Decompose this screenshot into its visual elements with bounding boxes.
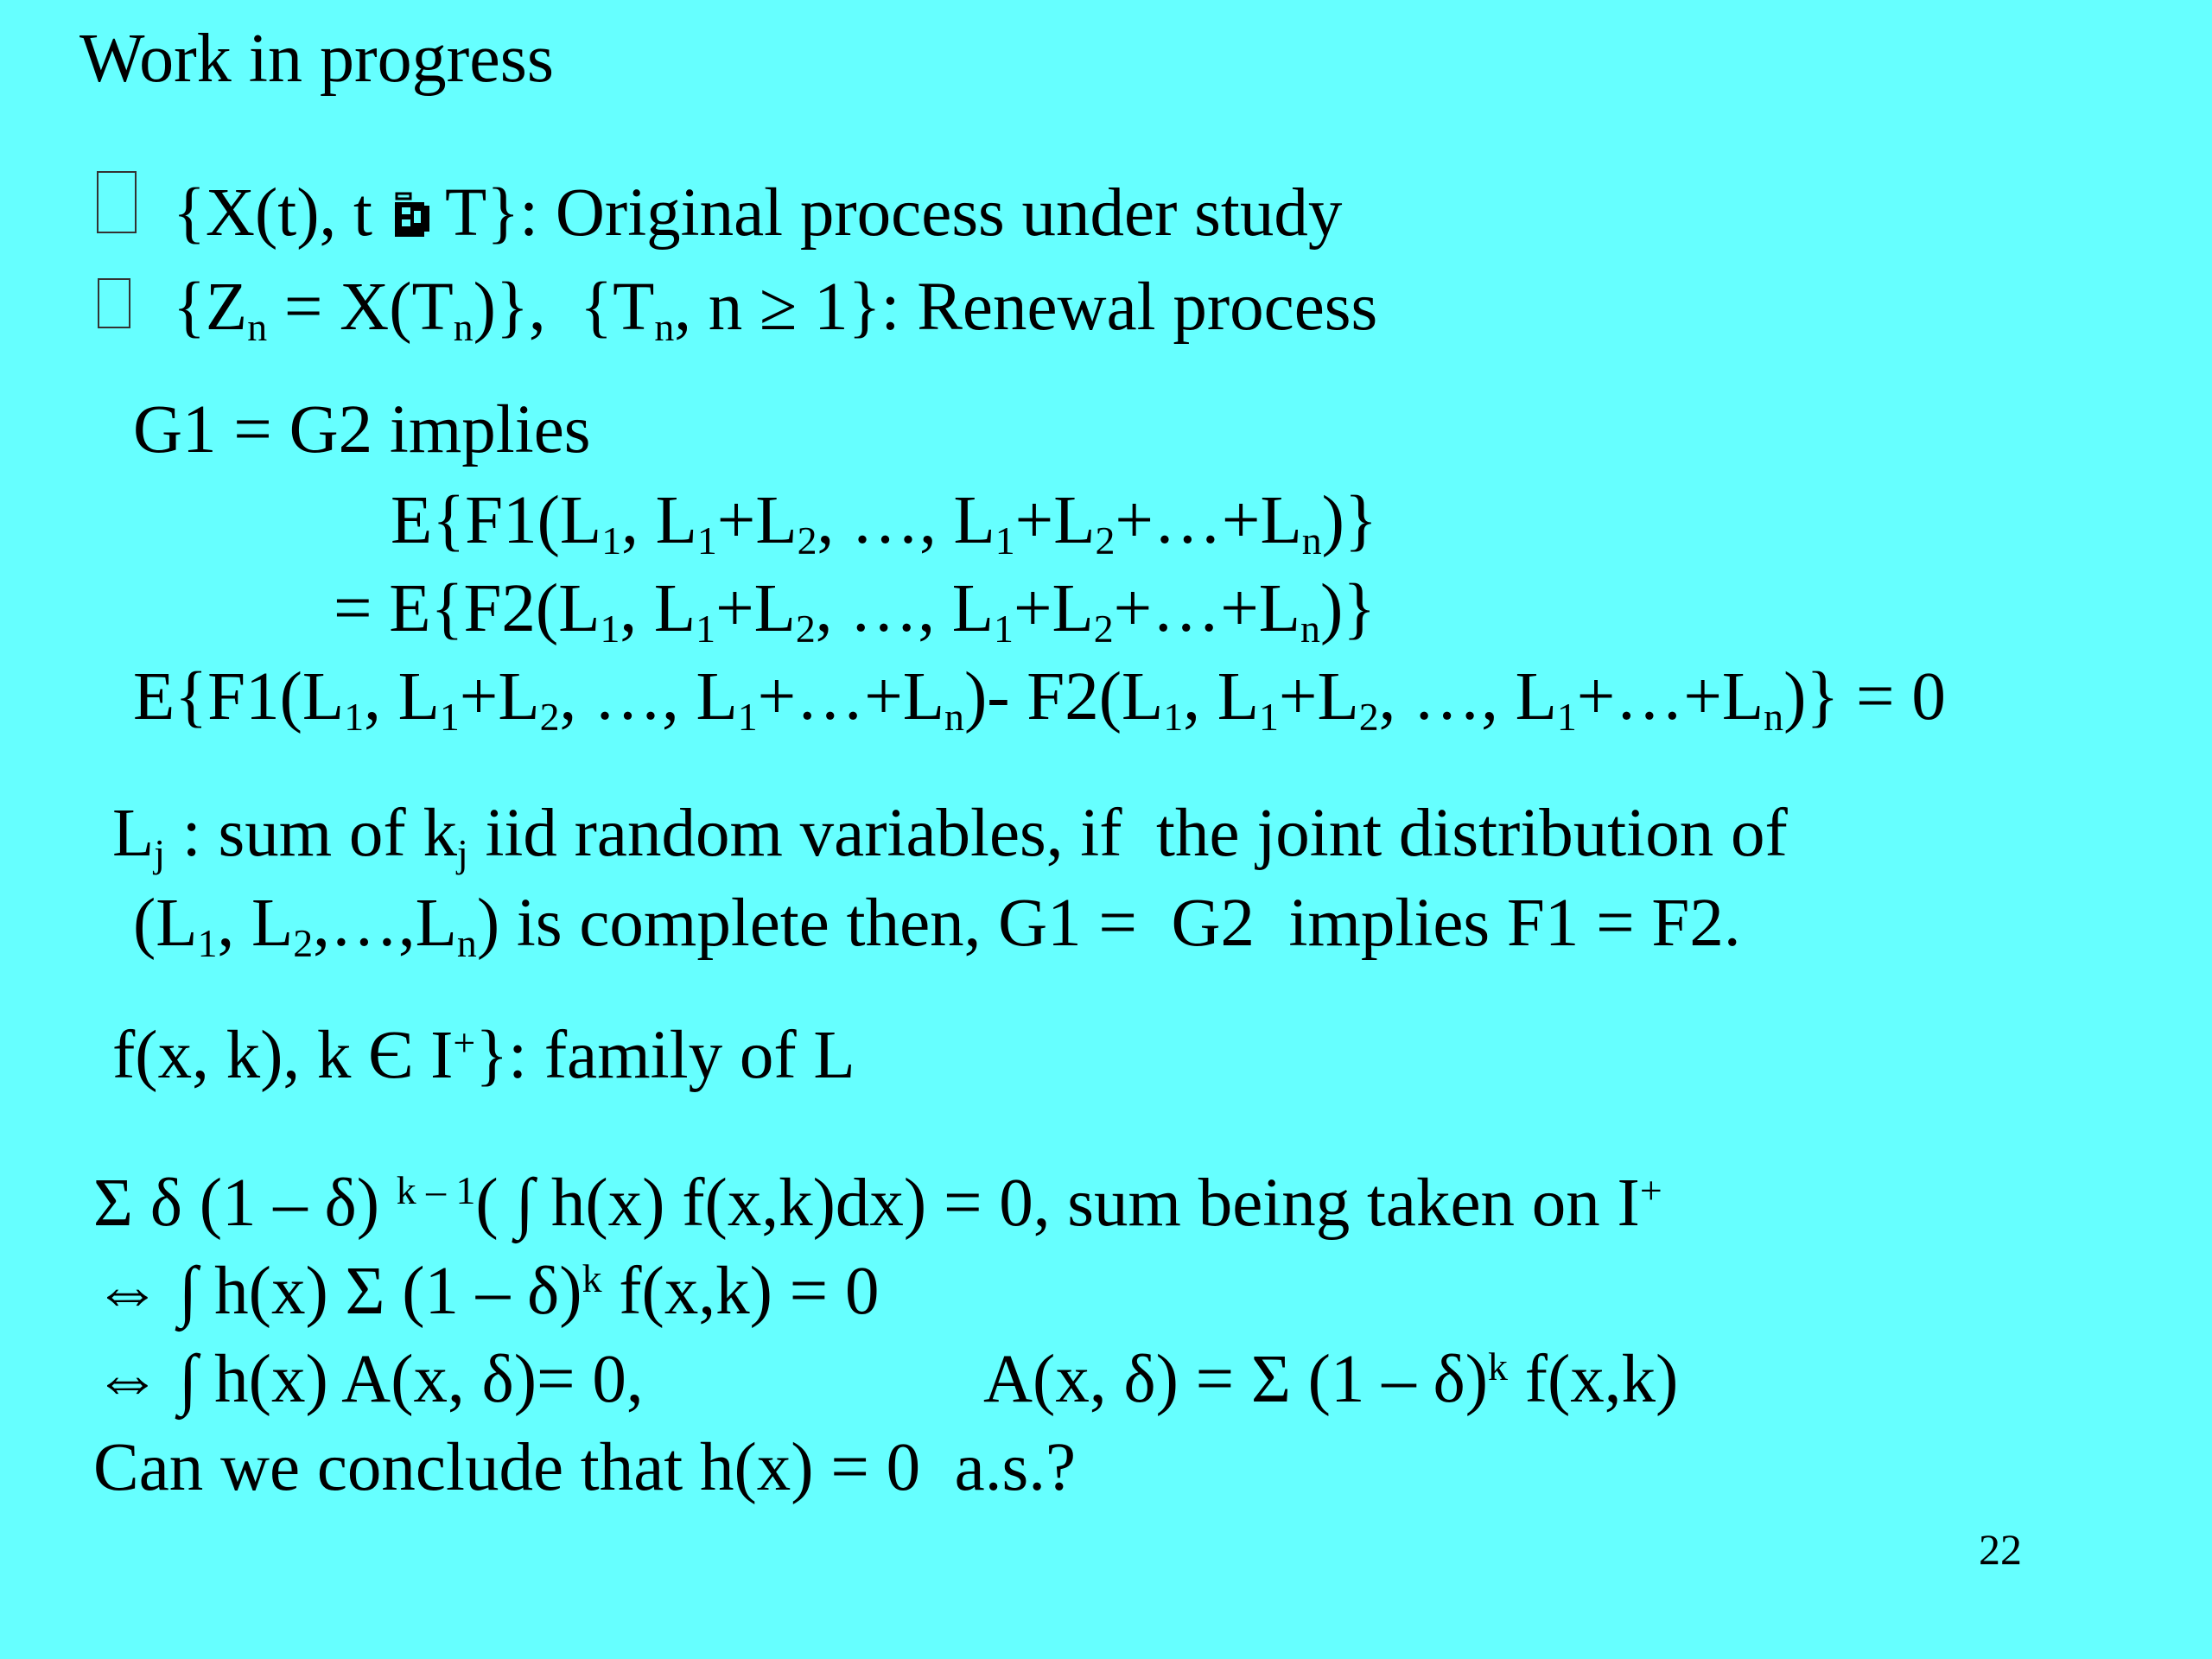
- implication-intro: G1 = G2 implies: [133, 392, 591, 467]
- equation-line-1: $E\{F1(L_1$, $L_1+L_2$, …, $L_1+L_2+\dots+L_n$)}: [391, 483, 1377, 563]
- element-of-symbol-icon: [391, 192, 431, 240]
- derivation-line-3-left: ⇔ ∫ h(x) A(x, δ)= 0,: [93, 1342, 644, 1417]
- derivation-line-2: ⇔ ∫ h(x) Σ (1 – δ)$^k$ f(x,k) = 0: [93, 1254, 880, 1329]
- statement-line-2: ($L_1$, $L_2,\dots,L_n$) is complete then, G1 = G2 implies F1 = F2.: [133, 886, 1741, 965]
- concluding-question: Can we conclude that h(x) = 0 a.s.?: [93, 1430, 1077, 1505]
- bullet-renewal-process: $\{Z_n = X(T_n)\}$, {$T_n$, n ≥ 1}: Renewal process: [173, 270, 1378, 349]
- derivation-line-1: Σ δ (1 – δ) $^{k - 1}$( ∫ h(x) f(x,k)dx) = 0, sum being taken on I+: [93, 1166, 1662, 1241]
- equation-line-3: $E\{F1(L_1$, $L_1+L_2$, …, $L_1+\dots+L_n)-$ $F2(L_1$, $L_1+L_2$, …, $L_1+\dots+L_n)\} = 0$: [133, 659, 1946, 739]
- equation-line-2: = $E\{F2(L_1$, $L_1+L_2$, …, $L_1+L_2+\dots+L_n$)}: [334, 571, 1376, 651]
- empty-box-bullet-icon: [98, 278, 130, 328]
- derivation-line-3-right: A(x, δ) = Σ (1 – δ)$^k$ f(x,k): [983, 1342, 1679, 1417]
- empty-box-bullet-icon: [97, 171, 137, 233]
- statement-line-1: $L_j$ : sum of $k_j$ iid random variables, if the joint distribution of: [112, 796, 1788, 875]
- family-definition: f(x, k), k Є I+}: family of L: [112, 1018, 855, 1093]
- slide-title: Work in progress: [79, 21, 555, 97]
- bullet-original-process: {X(t), t T}: Original process under study: [173, 175, 1343, 251]
- page-number: 22: [1979, 1525, 2022, 1573]
